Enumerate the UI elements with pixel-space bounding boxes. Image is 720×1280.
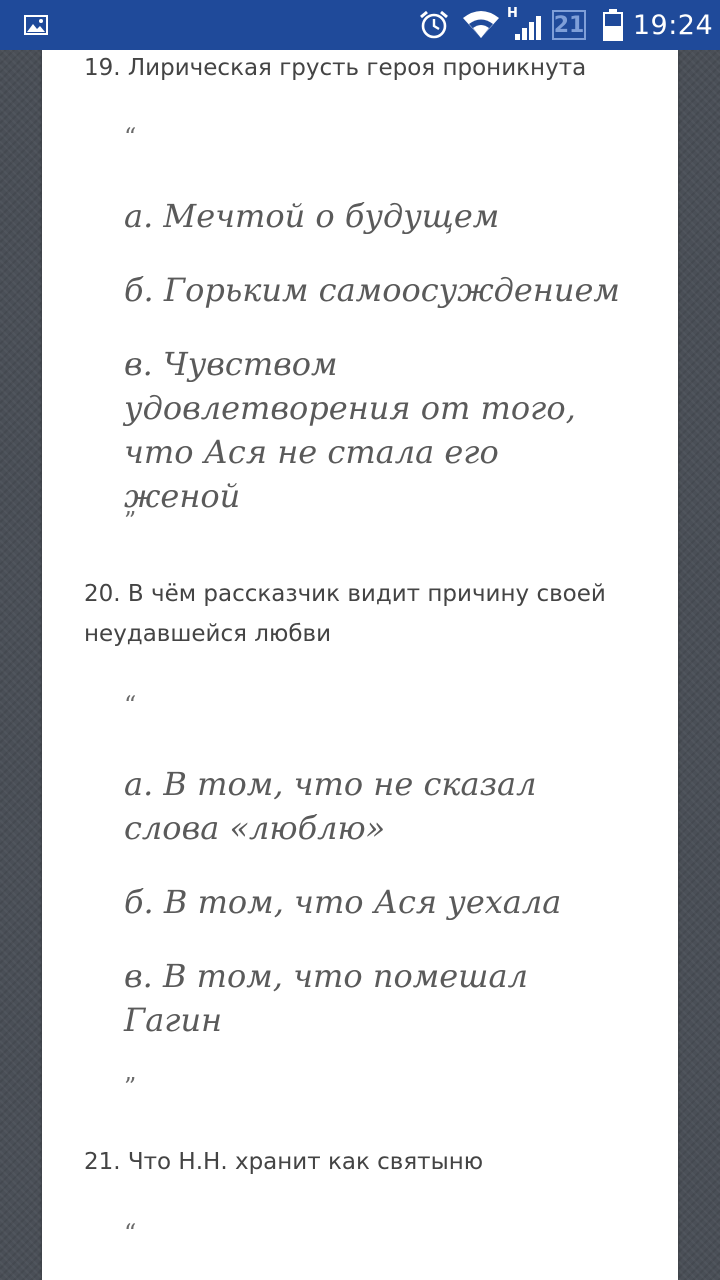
content-card (42, 50, 678, 1280)
alarm-icon (418, 0, 450, 50)
question-21-open-quote: “ (124, 1219, 137, 1247)
calendar-day: 21 (553, 12, 585, 38)
wifi-icon (462, 0, 500, 50)
status-bar (0, 0, 720, 50)
question-20-option-a: а. В том, что не сказал слова «люблю» (124, 765, 537, 847)
battery-icon (602, 0, 624, 50)
question-19-close-quote: ” (124, 507, 137, 535)
question-19-title: 19. Лирическая грусть героя проникнута (84, 55, 587, 81)
question-20-option-b: б. В том, что Ася уехала (124, 883, 562, 921)
question-21-title: 21. Что Н.Н. хранит как святыню (84, 1149, 484, 1175)
question-20-open-quote: “ (124, 691, 137, 719)
network-type-label: H (507, 6, 518, 21)
question-20-close-quote: ” (124, 1073, 137, 1101)
signal-icon (505, 0, 545, 50)
calendar-icon (552, 0, 586, 50)
gallery-icon (24, 0, 48, 50)
question-19-option-b: б. Горьким самоосуждением (124, 271, 620, 309)
question-19-option-a: а. Мечтой о будущем (124, 197, 500, 235)
question-19-open-quote: “ (124, 123, 137, 151)
status-time: 19:24 (632, 9, 714, 41)
question-20-title: 20. В чём рассказчик видит причину своей неудавшейся любви (84, 581, 606, 647)
question-20-option-c: в. В том, что помешал Гагин (124, 957, 528, 1039)
question-19-option-c: в. Чувством удовлетворения от того, что Ася не стала его женой (124, 345, 576, 515)
